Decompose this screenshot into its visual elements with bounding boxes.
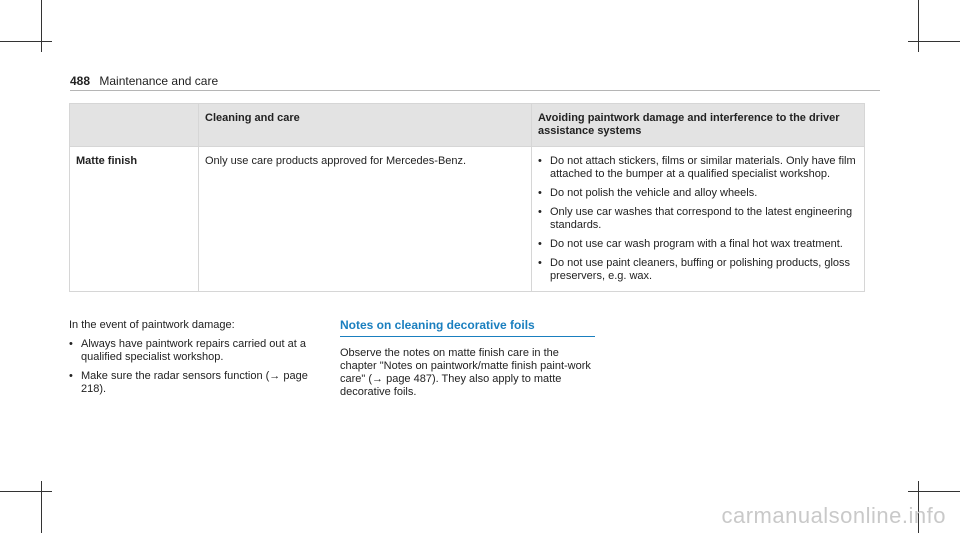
column-header <box>70 104 199 147</box>
crop-mark <box>41 481 42 533</box>
damage-list <box>69 338 319 396</box>
list-item: • Only use car washes that correspond to the latest engineering standards. <box>538 206 858 232</box>
crop-mark <box>0 491 52 492</box>
list-item: • Do not use car wash program with a final hot wax treatment. <box>538 238 858 251</box>
avoiding-cell <box>532 147 865 292</box>
watermark: carmanualsonline.info <box>721 503 946 528</box>
notes-body: Observe the notes on matte finish care in the chapter "Notes on paintwork/matte finish paint-work care" (→ page 487). They also apply to matte decorative foils. <box>340 347 591 398</box>
crop-mark <box>918 0 919 52</box>
care-table <box>69 103 865 292</box>
notes-section <box>340 319 595 399</box>
intro-text: In the event of paintwork damage: <box>69 319 235 331</box>
header-divider <box>70 90 880 91</box>
cleaning-cell: Only use care products approved for Mercedes-Benz. <box>199 147 532 292</box>
column-header: Cleaning and care <box>199 104 532 147</box>
crop-mark <box>41 0 42 52</box>
crop-mark <box>908 41 960 42</box>
crop-mark <box>0 41 52 42</box>
list-item: • Do not polish the vehicle and alloy wheels. <box>538 187 858 200</box>
page-number: 488 <box>70 74 91 88</box>
list-item: • Always have paintwork repairs carried out at a qualified specialist workshop. <box>69 338 319 364</box>
notes-title: Notes on cleaning decorative foils <box>340 319 595 337</box>
avoiding-list <box>538 155 858 283</box>
section-title: Maintenance and care <box>99 74 219 88</box>
row-label: Matte finish <box>70 147 199 292</box>
paintwork-damage-section <box>69 319 319 402</box>
column-header: Avoiding paintwork damage and interference to the driver assistance systems <box>532 104 865 147</box>
crop-mark <box>908 491 960 492</box>
list-item: • Do not attach stickers, films or similar materials. Only have film attached to the bumper at a qualified specialist workshop. <box>538 155 858 181</box>
list-item: • Make sure the radar sensors function (→ page 218). <box>69 370 319 396</box>
page-header <box>70 74 880 88</box>
table-row <box>70 147 865 292</box>
list-item: • Do not use paint cleaners, buffing or polishing products, gloss preservers, e.g. wax. <box>538 257 858 283</box>
table-header-row <box>70 104 865 147</box>
